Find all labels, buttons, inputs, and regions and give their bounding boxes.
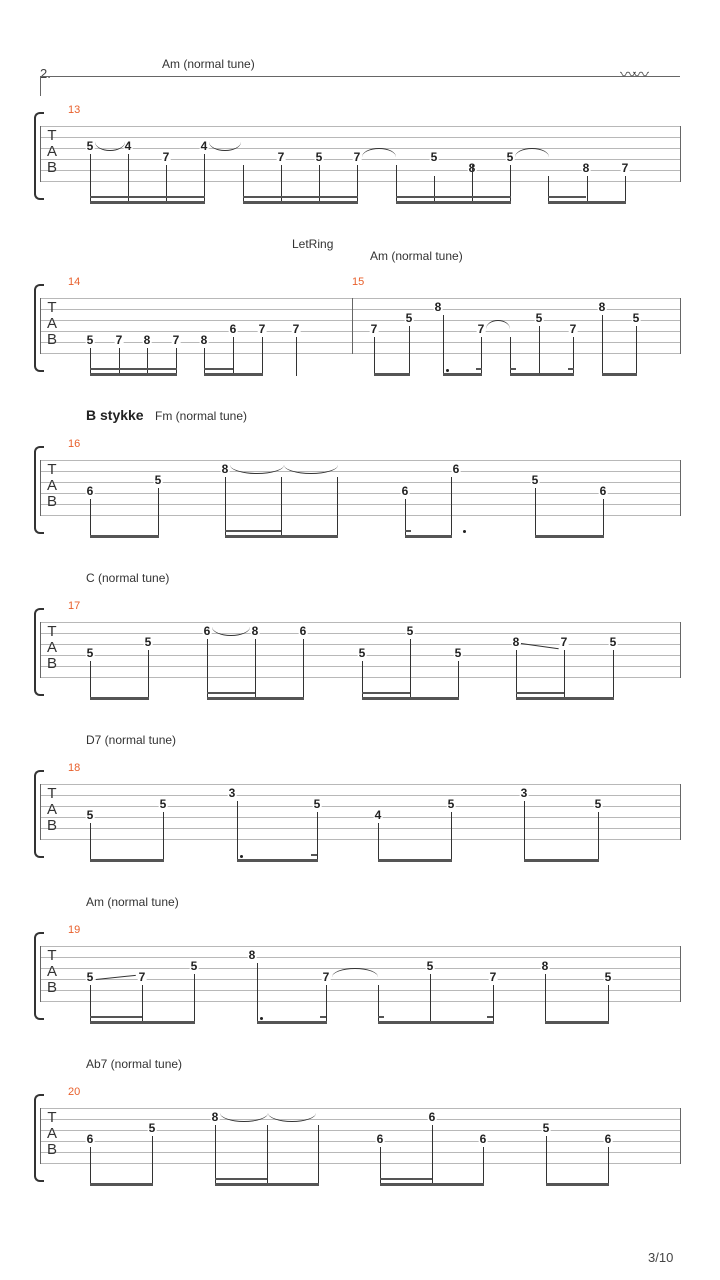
fret-number: 8 xyxy=(598,300,606,314)
fret-number: 7 xyxy=(162,150,170,164)
fret-number: 5 xyxy=(315,150,323,164)
tab-letter: T xyxy=(47,623,57,640)
fret-number: 6 xyxy=(428,1110,436,1124)
measure-number: 13 xyxy=(68,104,81,116)
fret-number: 7 xyxy=(322,970,330,984)
tie xyxy=(332,968,378,977)
fret-number: 4 xyxy=(200,139,208,153)
fret-number: 7 xyxy=(353,150,361,164)
chord-label: C (normal tune) xyxy=(86,571,170,585)
measure-number: 20 xyxy=(68,1086,81,1098)
vibrato-icon: 〰〰 xyxy=(620,67,647,84)
tab-staff xyxy=(40,126,681,182)
tie xyxy=(486,320,510,329)
tab-staff xyxy=(40,460,681,516)
fret-number: 6 xyxy=(203,624,211,638)
fret-number: 7 xyxy=(115,333,123,347)
tab-letter: B xyxy=(46,817,57,834)
fret-number: 5 xyxy=(594,797,602,811)
fret-number: 6 xyxy=(479,1132,487,1146)
chord-label: Fm (normal tune) xyxy=(155,409,248,423)
fret-number: 8 xyxy=(143,333,151,347)
fret-number: 5 xyxy=(454,646,462,660)
measure-number: 14 xyxy=(68,276,81,288)
fret-number: 5 xyxy=(447,797,455,811)
fret-number: 5 xyxy=(159,797,167,811)
slur xyxy=(209,142,241,151)
fret-number: 7 xyxy=(277,150,285,164)
tab-letter: T xyxy=(47,127,57,144)
fret-number: 5 xyxy=(405,311,413,325)
volta-line xyxy=(40,76,680,77)
fret-number: 5 xyxy=(406,624,414,638)
fret-number: 7 xyxy=(560,635,568,649)
tab-staff xyxy=(40,1108,681,1164)
fret-number: 7 xyxy=(477,322,485,336)
fret-number: 5 xyxy=(531,473,539,487)
chord-label: Am (normal tune) xyxy=(86,895,179,909)
fret-number: 4 xyxy=(124,139,132,153)
fret-number: 7 xyxy=(258,322,266,336)
chord-label: Am (normal tune) xyxy=(162,57,255,71)
fret-number: 5 xyxy=(430,150,438,164)
fret-number: 5 xyxy=(313,797,321,811)
tab-letter: A xyxy=(46,143,57,160)
tab-letter: A xyxy=(46,801,57,818)
tab-staff xyxy=(40,946,681,1002)
tab-letter: T xyxy=(47,1109,57,1126)
fret-number: 5 xyxy=(358,646,366,660)
tab-letter: B xyxy=(46,979,57,996)
fret-number: 5 xyxy=(86,646,94,660)
fret-number: 3 xyxy=(520,786,528,800)
fret-number: 6 xyxy=(599,484,607,498)
slur xyxy=(212,627,250,636)
tab-letter: B xyxy=(46,331,57,348)
fret-number: 5 xyxy=(190,959,198,973)
slur xyxy=(95,142,125,151)
tab-letter: B xyxy=(46,159,57,176)
chord-label: D7 (normal tune) xyxy=(86,733,177,747)
tie xyxy=(268,1113,316,1122)
fret-number: 7 xyxy=(489,970,497,984)
volta-tick xyxy=(40,76,41,96)
fret-number: 6 xyxy=(229,322,237,336)
fret-number: 7 xyxy=(569,322,577,336)
tab-letter: B xyxy=(46,1141,57,1158)
fret-number: 6 xyxy=(401,484,409,498)
tab-letter: A xyxy=(46,639,57,656)
tab-letter: T xyxy=(47,785,57,802)
fret-number: 8 xyxy=(200,333,208,347)
tab-staff xyxy=(40,298,681,354)
fret-number: 7 xyxy=(292,322,300,336)
fret-number: 6 xyxy=(452,462,460,476)
fret-number: 5 xyxy=(535,311,543,325)
fret-number: 5 xyxy=(86,970,94,984)
tab-letter: B xyxy=(46,655,57,672)
fret-number: 8 xyxy=(221,462,229,476)
tab-letter: A xyxy=(46,477,57,494)
fret-number: 8 xyxy=(211,1110,219,1124)
fret-number: 6 xyxy=(604,1132,612,1146)
fret-number: 3 xyxy=(228,786,236,800)
fret-number: 5 xyxy=(86,139,94,153)
fret-number: 5 xyxy=(144,635,152,649)
let-ring-annotation: LetRing xyxy=(292,237,334,251)
fret-number: 5 xyxy=(542,1121,550,1135)
fret-number: 6 xyxy=(299,624,307,638)
tab-letter: T xyxy=(47,461,57,478)
tie xyxy=(362,148,396,157)
volta-bracket-label: 2. xyxy=(40,66,51,81)
tab-letter: T xyxy=(47,947,57,964)
fret-number: 8 xyxy=(468,161,476,175)
measure-number: 18 xyxy=(68,762,81,774)
fret-number: 7 xyxy=(621,161,629,175)
fret-number: 8 xyxy=(434,300,442,314)
fret-number: 8 xyxy=(248,948,256,962)
fret-number: 5 xyxy=(148,1121,156,1135)
fret-number: 6 xyxy=(376,1132,384,1146)
tab-letter: A xyxy=(46,315,57,332)
tab-staff xyxy=(40,622,681,678)
measure-number: 17 xyxy=(68,600,81,612)
fret-number: 5 xyxy=(426,959,434,973)
fret-number: 5 xyxy=(604,970,612,984)
tab-letter: A xyxy=(46,1125,57,1142)
fret-number: 5 xyxy=(609,635,617,649)
tab-letter: T xyxy=(47,299,57,316)
fret-number: 7 xyxy=(138,970,146,984)
chord-label: Ab7 (normal tune) xyxy=(86,1057,183,1071)
fret-number: 5 xyxy=(632,311,640,325)
tab-letter: B xyxy=(46,493,57,510)
tab-letter: A xyxy=(46,963,57,980)
tab-staff xyxy=(40,784,681,840)
measure-number: 15 xyxy=(352,276,365,288)
fret-number: 5 xyxy=(506,150,514,164)
measure-number: 19 xyxy=(68,924,81,936)
fret-number: 8 xyxy=(251,624,259,638)
fret-number: 6 xyxy=(86,1132,94,1146)
section-title: B stykke xyxy=(86,407,144,423)
fret-number: 4 xyxy=(374,808,382,822)
tie xyxy=(220,1113,268,1122)
chord-label: Am (normal tune) xyxy=(370,249,463,263)
fret-number: 8 xyxy=(512,635,520,649)
fret-number: 8 xyxy=(541,959,549,973)
fret-number: 5 xyxy=(86,333,94,347)
fret-number: 7 xyxy=(370,322,378,336)
fret-number: 8 xyxy=(582,161,590,175)
tie xyxy=(230,465,284,474)
fret-number: 5 xyxy=(154,473,162,487)
fret-number: 6 xyxy=(86,484,94,498)
tie xyxy=(284,465,338,474)
tie xyxy=(515,148,549,157)
page-number: 3/10 xyxy=(648,1250,674,1265)
fret-number: 5 xyxy=(86,808,94,822)
fret-number: 7 xyxy=(172,333,180,347)
measure-number: 16 xyxy=(68,438,81,450)
